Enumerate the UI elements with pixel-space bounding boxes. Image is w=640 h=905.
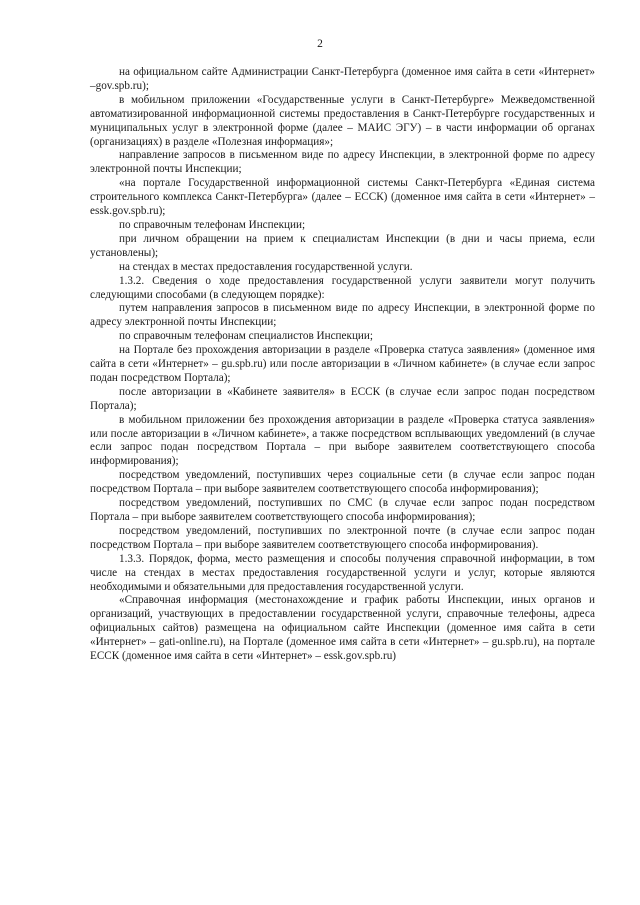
paragraph: на официальном сайте Администрации Санкт-Петербурга (доменное имя сайта в сети «Интернет» –gov.spb.ru); (90, 66, 595, 92)
document-body (90, 66, 595, 664)
paragraph: «на портале Государственной информационной системы Санкт-Петербурга «Единая система строительного комплекса Санкт-Петербурга» (далее – ЕССК) (доменное имя сайта в сети «Интернет» – essk.gov.spb.ru); (90, 177, 595, 218)
section-paragraph: 1.3.2. Сведения о ходе предоставления государственной услуги заявители могут получить следующими способами (в следующем порядке): (90, 274, 595, 301)
paragraph: «Справочная информация (местонахождение и график работы Инспекции, иных органов и организаций, участвующих в предоставлении государственной услуги, справочные телефоны, адреса официальных сайтов) размещена на официальном сайте Инспекции (доменное имя сайта в сети «Интернет» – gati-online.ru), на Портале (доменное имя сайта в сети «Интернет» – gu.spb.ru), на портале ЕССК (доменное имя сайта в сети «Интернет» – essk.gov.spb.ru) (90, 594, 595, 663)
paragraph: по справочным телефонам специалистов Инспекции; (119, 330, 374, 343)
paragraph: посредством уведомлений, поступивших по электронной почте (в случае если запрос подан посредством Портала – при выборе заявителем соответствующего способа информирования). (90, 524, 595, 551)
paragraph: путем направления запросов в письменном виде по адресу Инспекции, в электронной форме по адресу электронной почты Инспекции; (90, 302, 595, 329)
paragraph: посредством уведомлений, поступивших через социальные сети (в случае если запрос подан посредством Портала – при выборе заявителем соответствующего способа информирования); (90, 469, 595, 496)
paragraph: после авторизации в «Кабинете заявителя» в ЕССК (в случае если запрос подан посредством Портала); (90, 385, 595, 412)
paragraph: на стендах в местах предоставления государственной услуги. (119, 260, 413, 273)
section-paragraph: 1.3.3. Порядок, форма, место размещения и способы получения справочной информации, в том числе на стендах в местах предоставления государственной услуги и услуг, которые являются необходимыми и обязательными для предоставления государственной услуги. (90, 552, 595, 593)
paragraph: направление запросов в письменном виде по адресу Инспекции, в электронной форме по адресу электронной почты Инспекции; (90, 149, 595, 176)
paragraph: при личном обращении на прием к специалистам Инспекции (в дни и часы приема, если установлены); (90, 232, 595, 259)
paragraph: на Портале без прохождения авторизации в разделе «Проверка статуса заявления» (доменное имя сайта в сети «Интернет» – gu.spb.ru) или после авторизации в «Личном кабинете» (в случае если запрос подан посредством Портала); (90, 344, 595, 384)
paragraph: посредством уведомлений, поступивших по СМС (в случае если запрос подан посредством Портала – при выборе заявителем соответствующего способа информирования); (90, 497, 595, 523)
paragraph: в мобильном приложении «Государственные услуги в Санкт-Петербурге» Межведомственной автоматизированной информационной системы предоставления в Санкт-Петербурге государственных и муниципальных услуг в электронной форме (далее – МАИС ЭГУ) – в части информации об органах (организациях) в разделе «Полезная информация»; (90, 93, 595, 148)
paragraph: в мобильном приложении без прохождения авторизации в разделе «Проверка статуса заявления» или после авторизации в «Личном кабинете», а также посредством всплывающих уведомлений (в случае если запрос подан посредством Портала – при выборе заявителем соответствующего способа информирования); (90, 413, 595, 468)
paragraph: по справочным телефонам Инспекции; (119, 218, 306, 231)
page-number: 2 (317, 38, 323, 50)
